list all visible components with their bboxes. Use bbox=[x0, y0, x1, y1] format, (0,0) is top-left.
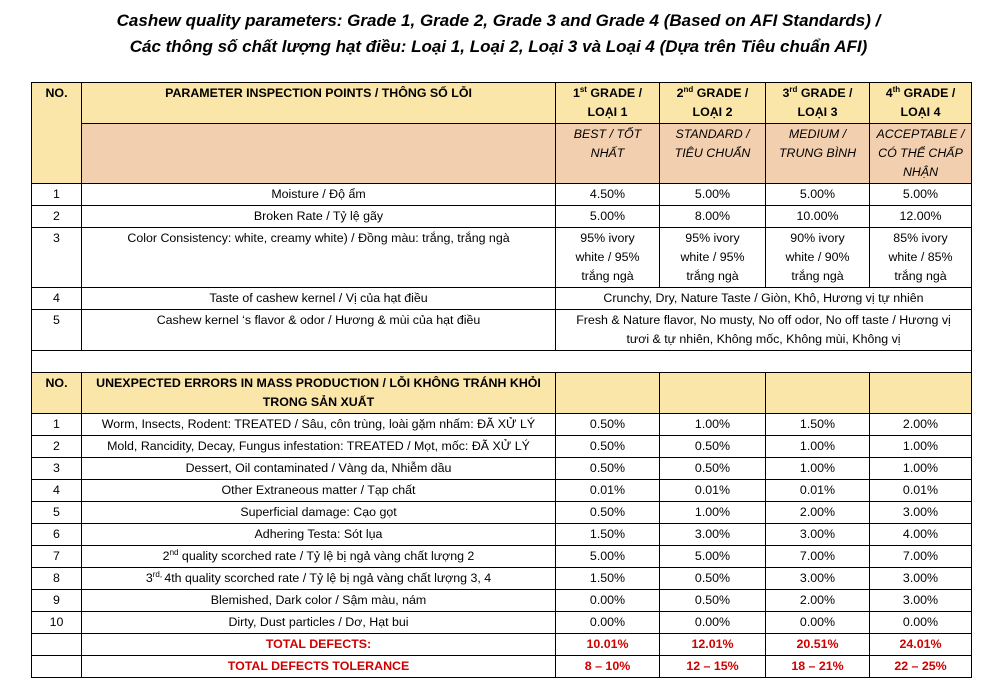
merged-value-cell bbox=[556, 310, 972, 351]
value-cell: 0.01% bbox=[870, 480, 972, 502]
value-cell: 0.50% bbox=[660, 458, 766, 480]
value-cell: 4.00% bbox=[870, 524, 972, 546]
value-cell: 0.00% bbox=[556, 590, 660, 612]
value-cell: 3.00% bbox=[870, 590, 972, 612]
error-name bbox=[82, 546, 556, 568]
errors-title-line: UNEXPECTED ERRORS IN MASS PRODUCTION / LỖI KHÔNG TRÁNH KHỎI bbox=[96, 376, 541, 390]
total-value: 10.01% bbox=[556, 634, 660, 656]
error-row bbox=[32, 546, 972, 568]
total-tolerance-label: TOTAL DEFECTS TOLERANCE bbox=[82, 656, 556, 678]
errors-header-blank bbox=[556, 373, 660, 414]
row-no: 2 bbox=[32, 206, 82, 228]
error-name: Worm, Insects, Rodent: TREATED / Sâu, côn trùng, loài gặm nhấm: ĐÃ XỬ LÝ bbox=[82, 414, 556, 436]
desc-line: NHẬN bbox=[902, 165, 939, 179]
value-line: 95% ivory bbox=[685, 231, 740, 245]
total-defects-label: TOTAL DEFECTS: bbox=[82, 634, 556, 656]
row-no: 3 bbox=[32, 228, 82, 288]
value-line: trắng ngà bbox=[686, 269, 739, 283]
error-row bbox=[32, 458, 972, 480]
row-no: 2 bbox=[32, 436, 82, 458]
param-row bbox=[32, 288, 972, 310]
row-no: 3 bbox=[32, 458, 82, 480]
value-line: trắng ngà bbox=[581, 269, 634, 283]
error-name: Blemished, Dark color / Sậm màu, nám bbox=[82, 590, 556, 612]
value-cell: 1.50% bbox=[556, 568, 660, 590]
error-name: Adhering Testa: Sót lụa bbox=[82, 524, 556, 546]
header-grade-1 bbox=[556, 83, 660, 124]
value-cell: 7.00% bbox=[766, 546, 870, 568]
param-row bbox=[32, 228, 972, 288]
grade-num: 1 bbox=[572, 86, 580, 100]
value-line: white / 90% bbox=[785, 250, 850, 264]
value-cell: 5.00% bbox=[660, 184, 766, 206]
error-row bbox=[32, 502, 972, 524]
grade-loai: LOẠI 1 bbox=[587, 105, 628, 119]
value-line: white / 85% bbox=[888, 250, 953, 264]
value-cell: 1.00% bbox=[660, 502, 766, 524]
row-no: 1 bbox=[32, 414, 82, 436]
value-cell: 0.01% bbox=[766, 480, 870, 502]
row-no: 6 bbox=[32, 524, 82, 546]
errors-header-blank bbox=[766, 373, 870, 414]
value-cell: 5.00% bbox=[766, 184, 870, 206]
total-no-blank bbox=[32, 634, 82, 656]
grade-1-desc bbox=[556, 124, 660, 184]
grade-sup: nd bbox=[683, 84, 694, 94]
param-name: Taste of cashew kernel / Vị của hạt điều bbox=[82, 288, 556, 310]
grade-label: GRADE / bbox=[797, 86, 853, 100]
value-cell: 3.00% bbox=[766, 524, 870, 546]
header-grade-2 bbox=[660, 83, 766, 124]
param-row bbox=[32, 310, 972, 351]
error-name: Superficial damage: Cạo gọt bbox=[82, 502, 556, 524]
grade-label: GRADE / bbox=[693, 86, 749, 100]
error-row bbox=[32, 612, 972, 634]
spacer-cell bbox=[32, 351, 972, 373]
value-cell: 1.00% bbox=[766, 436, 870, 458]
row-no: 7 bbox=[32, 546, 82, 568]
grade-num: 4 bbox=[885, 86, 893, 100]
error-row bbox=[32, 436, 972, 458]
value-cell bbox=[556, 228, 660, 288]
name-prefix: 2 bbox=[162, 549, 170, 563]
value-cell: 0.01% bbox=[660, 480, 766, 502]
row-no: 10 bbox=[32, 612, 82, 634]
desc-line: NHẤT bbox=[590, 146, 625, 160]
value-cell: 0.50% bbox=[660, 436, 766, 458]
error-row bbox=[32, 414, 972, 436]
grade-sup: rd bbox=[789, 84, 798, 94]
name-sup: nd bbox=[169, 547, 179, 557]
error-name: Other Extraneous matter / Tạp chất bbox=[82, 480, 556, 502]
value-cell: 0.00% bbox=[660, 612, 766, 634]
grade-4-desc bbox=[870, 124, 972, 184]
value-cell: 0.00% bbox=[556, 612, 660, 634]
desc-line: TIÊU CHUẨN bbox=[674, 146, 751, 160]
header-grade-3 bbox=[766, 83, 870, 124]
title-line-1: Cashew quality parameters: Grade 1, Grade 2, Grade 3 and Grade 4 (Based on AFI Standards) / bbox=[116, 11, 881, 30]
error-row bbox=[32, 480, 972, 502]
desc-line: ACCEPTABLE / bbox=[876, 127, 965, 141]
error-name bbox=[82, 568, 556, 590]
row-no: 1 bbox=[32, 184, 82, 206]
grade-loai: LOẠI 2 bbox=[692, 105, 733, 119]
value-cell: 8.00% bbox=[660, 206, 766, 228]
desc-line: TRUNG BÌNH bbox=[778, 146, 857, 160]
param-name: Moisture / Độ ẩm bbox=[82, 184, 556, 206]
grade-sup: st bbox=[579, 84, 587, 94]
grade-3-desc bbox=[766, 124, 870, 184]
grade-2-desc bbox=[660, 124, 766, 184]
row-no: 4 bbox=[32, 480, 82, 502]
grade-label: GRADE / bbox=[586, 86, 643, 100]
param-row bbox=[32, 184, 972, 206]
total-value: 12.01% bbox=[660, 634, 766, 656]
error-name: Mold, Rancidity, Decay, Fungus infestation: TREATED / Mọt, mốc: ĐÃ XỬ LÝ bbox=[82, 436, 556, 458]
total-value: 20.51% bbox=[766, 634, 870, 656]
row-no: 8 bbox=[32, 568, 82, 590]
quality-table bbox=[31, 82, 972, 678]
row-no: 9 bbox=[32, 590, 82, 612]
value-cell: 3.00% bbox=[870, 568, 972, 590]
value-cell: 0.00% bbox=[766, 612, 870, 634]
error-name: Dirty, Dust particles / Dơ, Hạt bui bbox=[82, 612, 556, 634]
param-name: Cashew kernel ‘s flavor & odor / Hương & mùi của hạt điều bbox=[82, 310, 556, 351]
error-row bbox=[32, 568, 972, 590]
value-cell: 0.50% bbox=[556, 458, 660, 480]
value-cell: 7.00% bbox=[870, 546, 972, 568]
value-cell: 1.00% bbox=[766, 458, 870, 480]
param-name: Color Consistency: white, creamy white) / Đồng màu: trắng, trắng ngà bbox=[82, 228, 556, 288]
value-cell: 1.50% bbox=[556, 524, 660, 546]
value-cell: 1.00% bbox=[870, 436, 972, 458]
error-row bbox=[32, 590, 972, 612]
errors-title-line: TRONG SẢN XUẤT bbox=[262, 395, 375, 409]
value-cell: 5.00% bbox=[660, 546, 766, 568]
total-value: 24.01% bbox=[870, 634, 972, 656]
tolerance-value: 22 – 25% bbox=[870, 656, 972, 678]
header-desc-blank bbox=[82, 124, 556, 184]
value-cell: 5.00% bbox=[556, 206, 660, 228]
errors-header-blank bbox=[870, 373, 972, 414]
value-cell: 0.50% bbox=[660, 590, 766, 612]
total-defects-row bbox=[32, 634, 972, 656]
value-cell: 0.50% bbox=[660, 568, 766, 590]
desc-line: MEDIUM / bbox=[788, 127, 847, 141]
header-no: NO. bbox=[32, 83, 82, 184]
value-cell: 0.01% bbox=[556, 480, 660, 502]
value-cell bbox=[660, 228, 766, 288]
param-row bbox=[32, 206, 972, 228]
merged-value-cell: Crunchy, Dry, Nature Taste / Giòn, Khô, Hương vị tự nhiên bbox=[556, 288, 972, 310]
header-parameter: PARAMETER INSPECTION POINTS / THÔNG SỐ LỖI bbox=[82, 83, 556, 124]
value-cell: 2.00% bbox=[766, 590, 870, 612]
value-cell: 1.00% bbox=[660, 414, 766, 436]
name-prefix: 3 bbox=[145, 571, 153, 585]
value-cell: 0.50% bbox=[556, 436, 660, 458]
value-line: 85% ivory bbox=[893, 231, 948, 245]
value-cell: 2.00% bbox=[870, 414, 972, 436]
value-line: 90% ivory bbox=[790, 231, 845, 245]
value-cell: 3.00% bbox=[870, 502, 972, 524]
value-cell: 5.00% bbox=[556, 546, 660, 568]
value-cell: 5.00% bbox=[870, 184, 972, 206]
error-row bbox=[32, 524, 972, 546]
header-grade-4 bbox=[870, 83, 972, 124]
tolerance-value: 18 – 21% bbox=[766, 656, 870, 678]
name-text: quality scorched rate / Tỷ lệ bị ngả vàng chất lượng 2 bbox=[178, 549, 475, 563]
total-tolerance-row bbox=[32, 656, 972, 678]
grade-num: 2 bbox=[676, 86, 684, 100]
title-line-2: Các thông số chất lượng hạt điều: Loại 1, Loại 2, Loại 3 và Loại 4 (Dựa trên Tiêu chuẩn AFI) bbox=[129, 37, 868, 56]
name-sup: rd, bbox=[152, 569, 165, 579]
row-no: 5 bbox=[32, 502, 82, 524]
tolerance-value: 8 – 10% bbox=[556, 656, 660, 678]
value-cell: 2.00% bbox=[766, 502, 870, 524]
errors-header-blank bbox=[660, 373, 766, 414]
value-cell: 1.50% bbox=[766, 414, 870, 436]
errors-header-no: NO. bbox=[32, 373, 82, 414]
error-name: Dessert, Oil contaminated / Vàng da, Nhiễm dầu bbox=[82, 458, 556, 480]
value-cell: 1.00% bbox=[870, 458, 972, 480]
desc-line: STANDARD / bbox=[675, 127, 750, 141]
value-line: white / 95% bbox=[575, 250, 640, 264]
value-line: 95% ivory bbox=[580, 231, 635, 245]
value-cell: 3.00% bbox=[766, 568, 870, 590]
param-name: Broken Rate / Tỷ lệ gãy bbox=[82, 206, 556, 228]
row-no: 5 bbox=[32, 310, 82, 351]
value-line: trắng ngà bbox=[791, 269, 844, 283]
value-cell: 3.00% bbox=[660, 524, 766, 546]
value-cell bbox=[870, 228, 972, 288]
value-cell: 0.50% bbox=[556, 502, 660, 524]
name-text: 4th quality scorched rate / Tỷ lệ bị ngả vàng chất lượng 3, 4 bbox=[164, 571, 492, 585]
value-line: tươi & tự nhiên, Không mốc, Không mùi, Không vị bbox=[626, 332, 901, 346]
tolerance-value: 12 – 15% bbox=[660, 656, 766, 678]
desc-line: BEST / TỐT bbox=[573, 127, 642, 141]
value-line: Fresh & Nature flavor, No musty, No off odor, No off taste / Hương vị bbox=[576, 313, 951, 327]
grade-loai: LOẠI 3 bbox=[797, 105, 838, 119]
document-title bbox=[0, 0, 997, 58]
grade-num: 3 bbox=[782, 86, 790, 100]
spacer-row bbox=[32, 351, 972, 373]
value-cell bbox=[766, 228, 870, 288]
total-no-blank bbox=[32, 656, 82, 678]
value-cell: 4.50% bbox=[556, 184, 660, 206]
value-cell: 0.00% bbox=[870, 612, 972, 634]
grade-sup: th bbox=[892, 84, 901, 94]
value-cell: 12.00% bbox=[870, 206, 972, 228]
header-desc-row bbox=[32, 124, 972, 184]
value-cell: 10.00% bbox=[766, 206, 870, 228]
value-line: white / 95% bbox=[680, 250, 745, 264]
grade-label: GRADE / bbox=[900, 86, 956, 100]
value-line: trắng ngà bbox=[894, 269, 947, 283]
value-cell: 0.50% bbox=[556, 414, 660, 436]
header-row bbox=[32, 83, 972, 124]
errors-header-row bbox=[32, 373, 972, 414]
row-no: 4 bbox=[32, 288, 82, 310]
grade-loai: LOẠI 4 bbox=[900, 105, 941, 119]
desc-line: CÓ THỂ CHẤP bbox=[878, 146, 963, 160]
errors-header-title bbox=[82, 373, 556, 414]
